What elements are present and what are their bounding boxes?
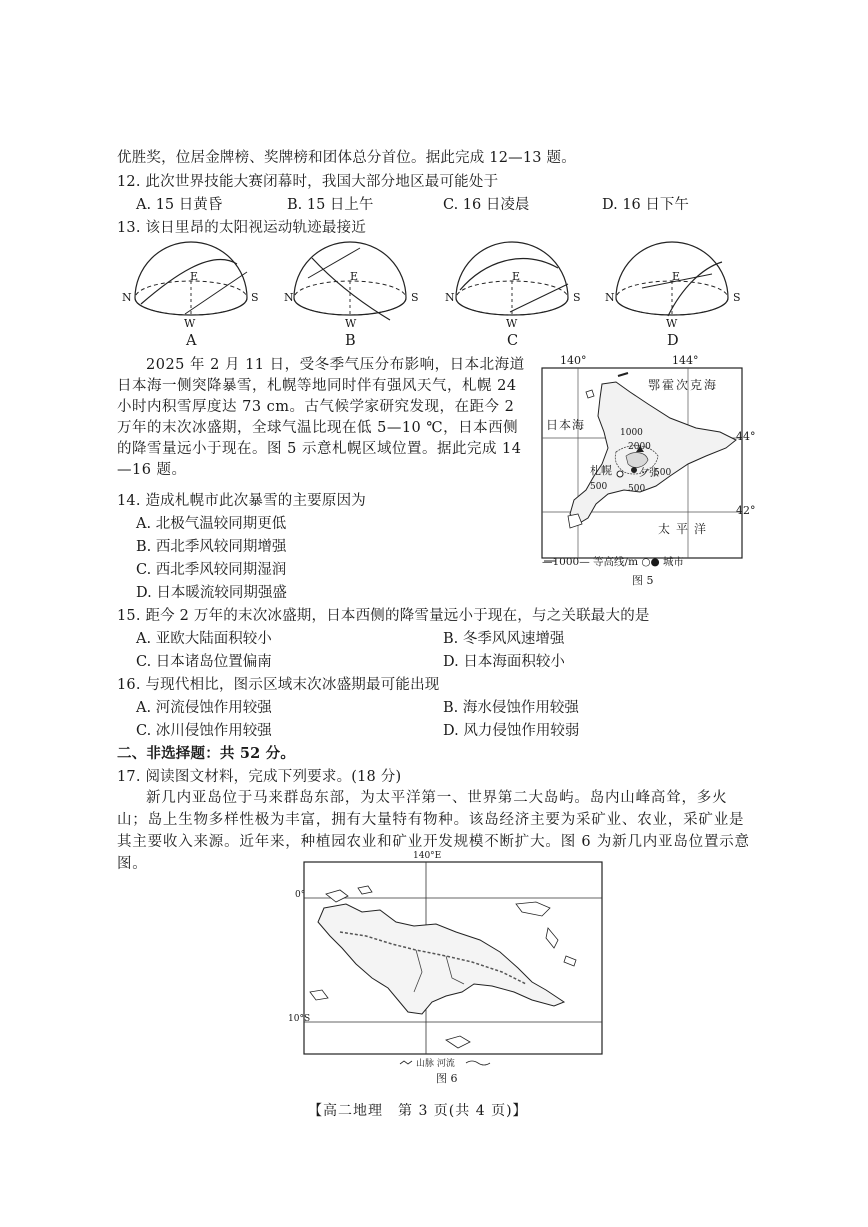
- compass-n-c: N: [445, 291, 455, 304]
- q15-option-c: C. 日本诸岛位置偏南: [136, 654, 272, 670]
- map5-contour-500c: 500: [654, 468, 672, 478]
- compass-w-a: W: [184, 317, 196, 330]
- q12-option-c: C. 16 日凌晨: [443, 197, 530, 213]
- q14-stem: 14. 造成札幌市此次暴雪的主要原因为: [117, 493, 366, 509]
- compass-s-d: S: [733, 291, 741, 304]
- map5-lat-44: 44°: [736, 430, 756, 443]
- diagram-label-d: D: [667, 333, 679, 349]
- map5-contour-2000: 2000: [628, 442, 651, 452]
- compass-e-b: E: [350, 270, 359, 283]
- q12-stem: 12. 此次世界技能大赛闭幕时，我国大部分地区最可能处于: [117, 174, 499, 190]
- compass-s-c: S: [573, 291, 581, 304]
- q14-option-d: D. 日本暖流较同期强盛: [136, 585, 287, 601]
- compass-s-a: S: [251, 291, 259, 304]
- map5-contour-1000: 1000: [620, 428, 643, 438]
- compass-w-d: W: [666, 317, 678, 330]
- map6-lon-140e: 140°E: [413, 851, 442, 861]
- map5-contour-500b: 500: [628, 484, 646, 494]
- q16-option-a: A. 河流侵蚀作用较强: [136, 700, 272, 716]
- q14-option-a: A. 北极气温较同期更低: [136, 516, 287, 532]
- intro-tail: 优胜奖，位居金牌榜、奖牌榜和团体总分首位。据此完成 12—13 题。: [117, 150, 576, 166]
- q15-option-a: A. 亚欧大陆面积较小: [136, 631, 272, 647]
- map5-sea-pacific: 太平洋: [658, 522, 713, 536]
- compass-e-d: E: [672, 270, 681, 283]
- map6-caption: 图 6: [436, 1072, 458, 1085]
- map5-lon-144: 144°: [672, 354, 699, 367]
- q16-option-b: B. 海水侵蚀作用较强: [443, 700, 579, 716]
- q16-stem: 16. 与现代相比，图示区域末次冰盛期最可能出现: [117, 677, 440, 693]
- q15-option-b: B. 冬季风风速增强: [443, 631, 565, 647]
- page-footer: 【高二地理 第 3 页(共 4 页)】: [308, 1103, 528, 1119]
- compass-n-b: N: [284, 291, 294, 304]
- map5-caption: 图 5: [632, 574, 654, 587]
- diagram-label-b: B: [345, 333, 356, 349]
- q14-option-c: C. 西北季风较同期湿润: [136, 562, 287, 578]
- q17-material: 新几内亚岛位于马来群岛东部，为太平洋第一、世界第二大岛屿。岛内山峰高耸，多火山；岛上生物多样性极为丰富，拥有大量特有物种。该岛经济主要为采矿业、农业，采矿业是其主要收入来源。近年来，种植园农业和矿业开发规模不断扩大。图 6 为新几内亚岛位置示意图。: [117, 790, 750, 872]
- q14-option-b: B. 西北季风较同期增强: [136, 539, 287, 555]
- q12-option-d: D. 16 日下午: [602, 197, 689, 213]
- map-figure-5: [538, 352, 756, 588]
- map5-city-sapporo: 札幌: [590, 464, 612, 477]
- map5-legend: —1000— 等高线/m ○● 城市: [542, 556, 685, 568]
- q17-stem: 17. 阅读图文材料，完成下列要求。(18 分): [117, 769, 402, 785]
- map6-lat-0: 0°: [295, 890, 306, 900]
- map5-sea-okhotsk: 鄂霍次克海: [648, 378, 719, 392]
- map-figure-6: [288, 851, 606, 1086]
- map5-lat-42: 42°: [736, 504, 756, 517]
- q12-option-b: B. 15 日上午: [287, 197, 374, 213]
- q15-stem: 15. 距今 2 万年的末次冰盛期，日本西侧的降雪量远小于现在，与之关联最大的是: [117, 608, 650, 624]
- q13-stem: 13. 该日里昂的太阳视运动轨迹最接近: [117, 220, 366, 236]
- map5-contour-500a: 500: [590, 482, 608, 492]
- compass-e-c: E: [512, 270, 521, 283]
- compass-w-b: W: [345, 317, 357, 330]
- compass-s-b: S: [411, 291, 419, 304]
- new-guinea-map: [296, 852, 606, 1086]
- map6-legend: 山脉 河流: [416, 1059, 455, 1069]
- compass-n-d: N: [605, 291, 615, 304]
- compass-e-a: E: [190, 270, 199, 283]
- compass-n-a: N: [122, 291, 132, 304]
- q16-option-d: D. 风力侵蚀作用较弱: [443, 723, 580, 739]
- passage-sapporo: 2025 年 2 月 11 日，受冬季气压分布影响，日本北海道日本海一侧突降暴雪，札幌等地同时伴有强风天气，札幌 24 小时内积雪厚度达 73 cm。古气候学家研究发现，在距今 2 万年的末次冰盛期，全球气温比现在低 5—10 ℃，日本西侧的降雪量远小于现在。图 5 示意札幌区域位置。据此完成 14—16 题。: [117, 357, 525, 478]
- map5-sea-japan: 日本海: [546, 418, 586, 432]
- diagram-label-a: A: [186, 333, 197, 349]
- compass-w-c: W: [506, 317, 518, 330]
- map6-lat-10s: 10°S: [288, 1014, 311, 1024]
- map5-city-yubari: 夕张: [639, 468, 659, 479]
- q16-option-c: C. 冰川侵蚀作用较强: [136, 723, 272, 739]
- q12-option-a: A. 15 日黄昏: [136, 197, 223, 213]
- section-heading: 二、非选择题：共 52 分。: [117, 745, 296, 762]
- map5-lon-140: 140°: [560, 354, 587, 367]
- q15-option-d: D. 日本海面积较小: [443, 654, 565, 670]
- diagram-label-c: C: [507, 333, 519, 349]
